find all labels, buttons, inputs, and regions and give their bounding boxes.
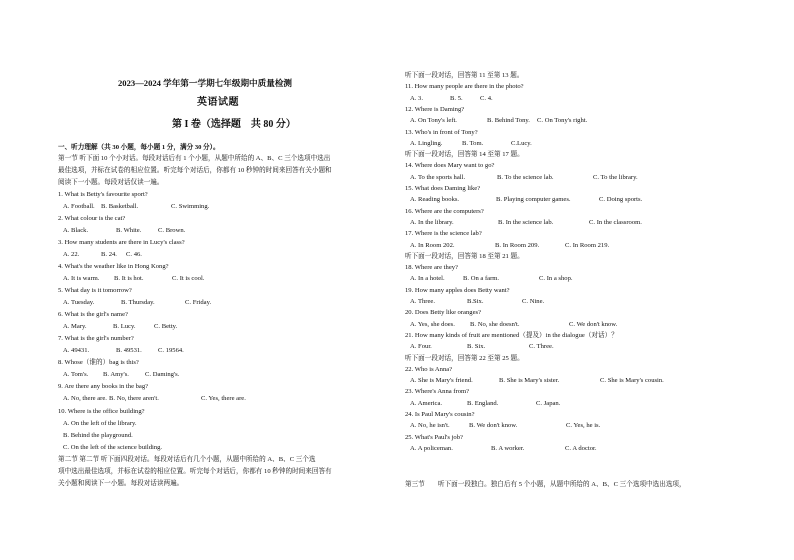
instruction-line: 项中选出最佳选项，并标在试卷的相应位置。听完每个对话后，你都有 10 秒钟的时间来回答有 bbox=[58, 468, 332, 475]
question-text: 11. How many people are there in the photo? bbox=[405, 83, 524, 91]
option-c: C. Yes, there are. bbox=[201, 395, 246, 402]
option-b: B. No, she doesn't. bbox=[470, 320, 520, 328]
instruction-line: 阅读下一小题。每段对话仅读一遍。 bbox=[58, 179, 164, 186]
question-text: 15. What does Daming like? bbox=[405, 185, 481, 192]
question-text: 13. Who's in front of Tony? bbox=[405, 128, 478, 136]
question-text: 6. What is the girl's name? bbox=[58, 311, 128, 318]
option-c: C. Swimming. bbox=[171, 203, 210, 210]
option-b: B. White. bbox=[116, 227, 142, 234]
dialogue-intro: 听下面一段对话，回答第 14 至第 17 题。 bbox=[405, 151, 524, 159]
option-b: B. 24. bbox=[101, 251, 117, 258]
question-text: 20. Does Betty like oranges? bbox=[405, 309, 481, 317]
option-b: B. No, there aren't. bbox=[109, 395, 159, 402]
option-a: A. In the library. bbox=[410, 218, 454, 226]
option-b: B. In Room 209. bbox=[495, 241, 540, 249]
dialogue-intro: 听下面一段对话，回答第 11 至第 13 题。 bbox=[405, 72, 524, 79]
option-a: A. To the sports hall. bbox=[410, 173, 466, 181]
option-a: A. On the left of the library. bbox=[63, 420, 137, 427]
option-b: B. On a farm. bbox=[463, 275, 500, 283]
option-c: C. Yes, he is. bbox=[566, 422, 601, 430]
option-a: A. Yes, she does. bbox=[410, 320, 455, 328]
option-c: C. To the library. bbox=[593, 173, 638, 181]
question-text: 18. Where are they? bbox=[405, 264, 458, 272]
dialogue-intro: 听下面一段对话，回答第 22 至第 25 题。 bbox=[405, 354, 524, 362]
option-c: C. In Room 219. bbox=[565, 241, 610, 249]
dialogue-intro: 听下面一段对话，回答第 18 至第 21 题。 bbox=[405, 252, 524, 260]
option-a: A. Four. bbox=[410, 343, 432, 351]
option-c: C. On Tony's right. bbox=[537, 117, 588, 125]
option-c: C. Japan. bbox=[536, 399, 561, 407]
option-a: A. In a hotel. bbox=[410, 275, 445, 283]
question-text: 17. Where is the science lab? bbox=[405, 230, 482, 238]
option-b: B.Six. bbox=[467, 298, 484, 305]
option-b: B. Playing computer games. bbox=[496, 196, 571, 204]
option-c: C. A doctor. bbox=[565, 444, 597, 452]
question-text: 23. Where's Anna from? bbox=[405, 388, 470, 396]
question-text: 1. What is Betty's favourite sport? bbox=[58, 191, 148, 198]
option-a: A. Tom's. bbox=[63, 371, 89, 378]
option-b: B. Basketball. bbox=[101, 203, 139, 210]
option-b: B. Amy's. bbox=[103, 371, 129, 378]
option-c: C. Brown. bbox=[158, 227, 186, 234]
question-text: 4. What's the weather like in Hong Kong? bbox=[58, 263, 169, 270]
question-text: 21. How many kinds of fruit are mentioned（提及）in the dialogue（对话）？ bbox=[405, 331, 618, 339]
option-b: B. Behind Tony. bbox=[487, 117, 530, 125]
question-text: 25. What's Paul's job? bbox=[405, 433, 463, 441]
option-a: A. Black. bbox=[63, 227, 89, 234]
question-text: 2. What colour is the cat? bbox=[58, 215, 126, 222]
option-b: B. It is hot. bbox=[114, 275, 144, 282]
exam-title: 2023—2024 学年第一学期七年级期中质量检测 bbox=[118, 78, 293, 88]
option-a: A. Reading books. bbox=[410, 196, 460, 204]
option-c: C. It is cool. bbox=[172, 275, 205, 282]
option-a: A. Lingling. bbox=[410, 139, 443, 147]
option-b: B. A worker. bbox=[491, 444, 525, 452]
question-text: 8. Whose（谁的）bag is this? bbox=[58, 359, 139, 366]
question-text: 14. Where does Mary want to go? bbox=[405, 162, 495, 170]
option-b: B. Tom. bbox=[462, 139, 484, 147]
option-c: C. Doing sports. bbox=[599, 196, 643, 204]
option-c: C. In the classroom. bbox=[589, 218, 642, 226]
question-text: 12. Where is Daming? bbox=[405, 105, 465, 113]
option-c: C. On the left of the science building. bbox=[63, 444, 163, 451]
option-b: B. To the science lab. bbox=[497, 173, 554, 181]
question-text: 16. Where are the computers? bbox=[405, 207, 484, 215]
option-c: C. 19564. bbox=[158, 347, 184, 354]
instruction-line: 第一节 听下面 10 个小对话。每段对话后有 1 个小题，从题中所给的 A、B、C 三个选项中选出 bbox=[58, 155, 331, 162]
question-text: 24. Is Paul Mary's cousin? bbox=[405, 411, 475, 418]
section-three-instruction: 第三节 听下面一段独白。独白后有 5 个小题，从题中所给的 A、B、C 三个选项中选出选项， bbox=[405, 481, 686, 488]
question-text: 22. Who is Anna? bbox=[405, 365, 453, 373]
option-a: A. Tuesday. bbox=[63, 299, 95, 306]
question-text: 3. How many students are there in Lucy's class? bbox=[58, 239, 185, 246]
instruction-line: 最佳选项，并标在试卷的相应位置。听完每个对话后，你都有 10 秒钟的时间来回答有关小题和 bbox=[58, 167, 332, 174]
option-a: A. Football. bbox=[63, 203, 95, 210]
option-a: A. Mary. bbox=[63, 323, 87, 330]
option-c: C.Lucy. bbox=[511, 139, 532, 147]
option-c: C. Three. bbox=[529, 343, 554, 351]
option-c: C. Nine. bbox=[522, 298, 545, 305]
option-c: C. Daming's. bbox=[145, 371, 180, 378]
option-c: C. We don't know. bbox=[569, 320, 618, 328]
option-b: B. Thursday. bbox=[121, 299, 155, 306]
option-c: C. Friday. bbox=[185, 299, 212, 306]
question-text: 7. What is the girl's number? bbox=[58, 335, 134, 342]
option-a: A. A policeman. bbox=[410, 444, 453, 452]
option-b: B. In the science lab. bbox=[498, 218, 554, 226]
question-text: 5. What day is it tomorrow? bbox=[58, 287, 132, 294]
option-a: A. In Room 202. bbox=[410, 241, 455, 249]
option-b: B. Behind the playground. bbox=[63, 432, 133, 439]
option-a: A. On Tony's left. bbox=[410, 117, 457, 125]
option-b: B. Lucy. bbox=[113, 323, 136, 330]
option-b: B. We don't know. bbox=[469, 422, 518, 430]
subject-title: 英语试题 bbox=[197, 97, 239, 108]
option-c: C. Betty. bbox=[154, 323, 178, 330]
option-b: B. She is Mary's sister. bbox=[499, 377, 560, 385]
option-b: B. Six. bbox=[467, 343, 486, 351]
option-a: A. America. bbox=[410, 399, 443, 407]
instruction-line: 关小题和阅读下一小题。每段对话读两遍。 bbox=[58, 480, 184, 487]
question-text: 10. Where is the office building? bbox=[58, 408, 145, 415]
question-text: 9. Are there any books in the bag? bbox=[58, 383, 149, 390]
option-a: A. Three. bbox=[410, 298, 435, 305]
option-a: A. She is Mary's friend. bbox=[410, 377, 473, 385]
question-text: 19. How many apples does Betty want? bbox=[405, 286, 510, 294]
option-c: C. She is Mary's cousin. bbox=[600, 377, 664, 385]
option-b: B. 5. bbox=[450, 94, 463, 102]
option-c: C. 46. bbox=[126, 251, 142, 258]
instruction-line: 第二节 第二节 听下面四段对话。每段对话后有几个小题，从题中所给的 A、B、C 三个选 bbox=[58, 456, 316, 463]
option-c: C. In a shop. bbox=[539, 275, 573, 283]
option-c: C. 4. bbox=[480, 94, 493, 102]
option-a: A. No, he isn't. bbox=[410, 422, 450, 430]
option-a: A. 22. bbox=[63, 251, 80, 258]
option-a: A. It is warm. bbox=[63, 275, 100, 282]
option-a: A. 49431. bbox=[63, 347, 90, 354]
part-one-title: 第 I 卷（选择题 共 80 分） bbox=[172, 119, 296, 130]
option-b: B. England. bbox=[467, 399, 499, 407]
option-b: B. 49531. bbox=[116, 347, 142, 354]
option-a: A. No, there are. bbox=[63, 395, 107, 402]
option-a: A. 3. bbox=[410, 94, 424, 102]
section-heading: 一、听力理解（共 30 小题，每小题 1 分，满分 30 分）。 bbox=[58, 144, 220, 151]
